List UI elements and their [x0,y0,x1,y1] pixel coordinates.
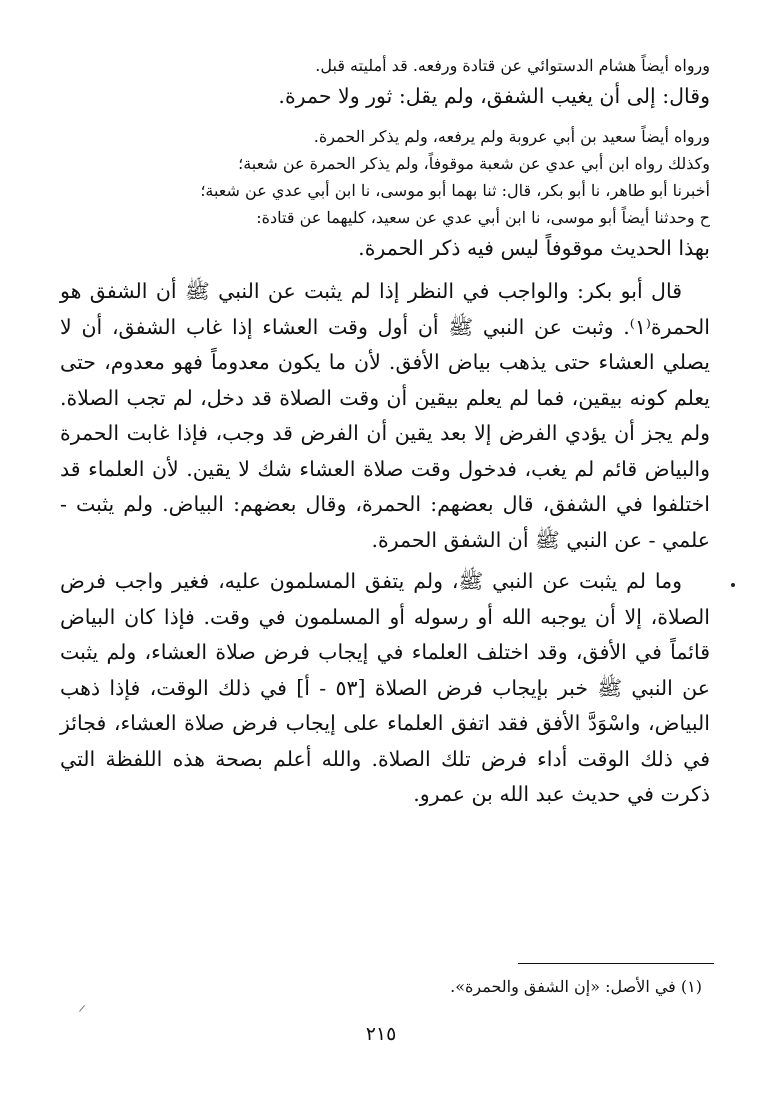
narration-line: ورواه أيضاً سعيد بن أبي عروبة ولم يرفعه، ولم يذكر الحمرة. [313,126,710,146]
spacer [60,115,710,123]
page-body [60,52,710,813]
page-number: ٢١٥ [365,1023,397,1045]
narration-line: بهذا الحديث موقوفاً ليس فيه ذكر الحمرة. [358,235,710,260]
paragraph-2: وما لم يثبت عن النبي ﷺ، ولم يتفق المسلمون عليه، فغير واجب فرض الصلاة، إلا أن يوجبه الله أو رسوله أو المسلمون في وقت. فإذا كان البياض قائماً في الأفق، وقد اختلف العلماء في إيجاب فرض صلاة العشاء، ولم يثبت عن النبي ﷺ خبر بإيجاب فرض الصلاة [٥٣ - أ] في ذلك الوقت، فإذا ذهب البياض، واسْوَدَّ الأفق فقد اتفق العلماء على إيجاب فرض صلاة العشاء، فجائز في ذلك الوقت أداء فرض تلك الصلاة. والله أعلم بصحة هذه اللفظة التي ذكرت في حديث عبد الله بن عمرو. [60,569,710,806]
narration-line: ورواه أيضاً هشام الدستوائي عن قتادة ورفعه. قد أمليته قبل. [315,56,710,75]
paragraph-1: قال أبو بكر: والواجب في النظر إذا لم يثبت عن النبي ﷺ أن الشفق هو الحمرة⁽١⁾. وثبت عن النبي ﷺ أن أول وقت العشاء إذا غاب الشفق، أن لا يصلي العشاء حتى يذهب بياض الأفق. لأن ما يكون معدوماً فهو معدوم، حتى يعلم كونه بيقين، فما لم يعلم بيقين أن وقت الصلاة قد دخل، لم تجب الصلاة. ولم يجز أن يؤدي الفرض إلا بعد يقين أن الفرض قد وجب، فإذا غابت الحمرة والبياض قائم لم يغب، فدخول وقت صلاة العشاء شك لا يقين. لأن العلماء قد اختلفوا في الشفق، قال بعضهم: الحمرة، وقال بعضهم: البياض. ولم يثبت - علمي - عن النبي ﷺ أن الشفق الحمرة. [60,279,710,552]
footnote: (١) في الأصل: «إن الشفق والحمرة». [450,977,702,996]
narration-line: وكذلك رواه ابن أبي عدي عن شعبة موقوفاً، ولم يذكر الحمرة عن شعبة؛ [238,153,710,173]
footnote-separator [518,963,714,964]
narration-line: ح وحدثنا أيضاً أبو موسى، نا ابن أبي عدي عن سعيد، كليهما عن قتادة: [256,207,710,227]
narration-line: أخبرنا أبو طاهر، نا أبو بكر، قال: ثنا بهما أبو موسى، نا ابن أبي عدي عن شعبة؛ [200,180,710,200]
narration-line: وقال: إلى أن يغيب الشفق، ولم يقل: ثور ولا حمرة. [278,84,710,108]
margin-dot [731,583,735,587]
narration-lines [60,52,710,266]
margin-tick [79,1005,85,1012]
